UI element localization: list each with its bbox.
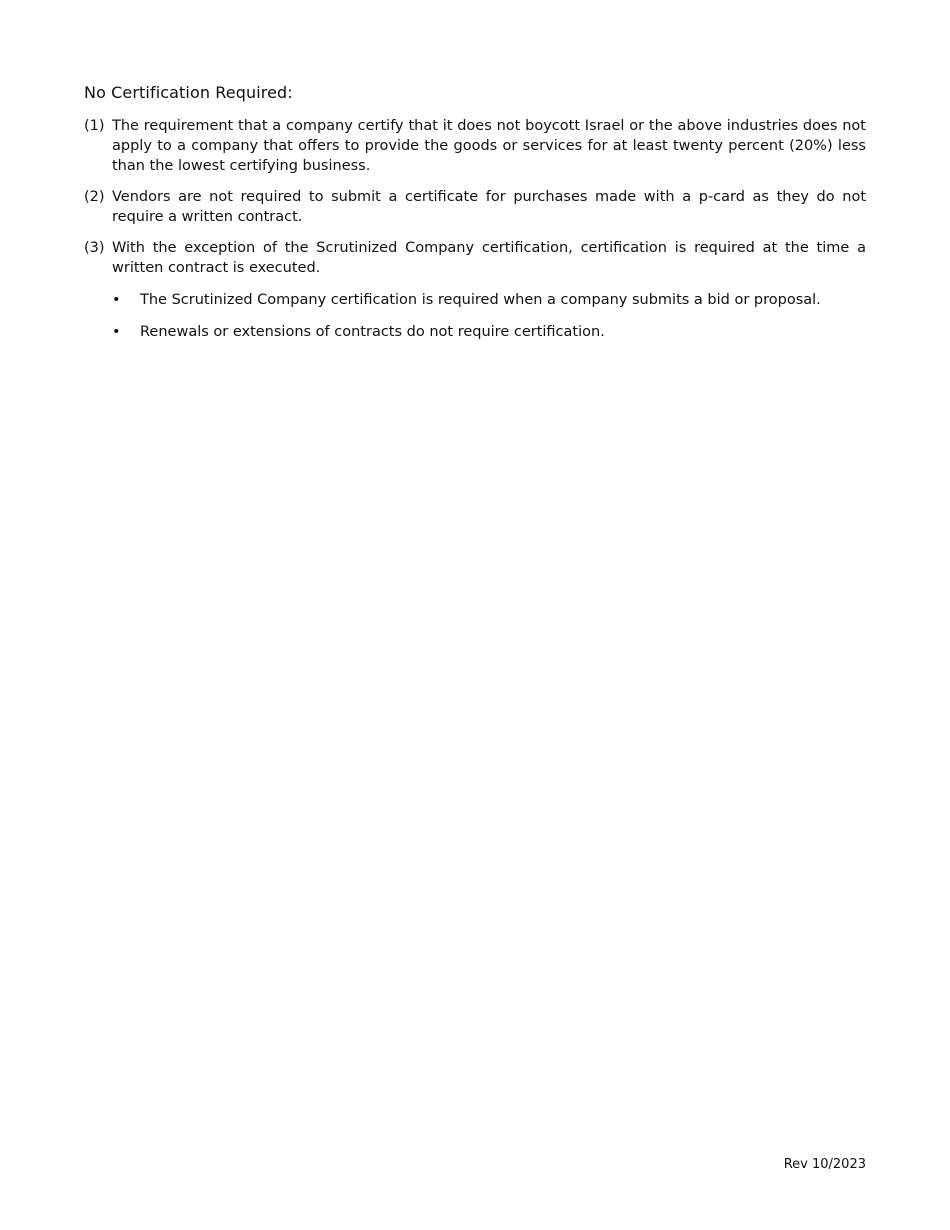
item-text: With the exception of the Scrutinized Company certification, certification is required at the time a written contract is executed. <box>112 240 866 276</box>
item-number: (2) <box>84 189 105 205</box>
item-number: (3) <box>84 240 105 256</box>
section-heading: No Certification Required: <box>84 83 293 102</box>
bullet-item <box>112 322 866 342</box>
numbered-list <box>84 116 866 354</box>
bullet-icon: • <box>112 324 121 340</box>
revision-footer: Rev 10/2023 <box>783 1157 866 1172</box>
item-text: Vendors are not required to submit a certificate for purchases made with a p-card as they do not require a written contract. <box>112 189 866 225</box>
item-number: (1) <box>84 118 105 134</box>
bullet-text: Renewals or extensions of contracts do not require certification. <box>140 324 605 340</box>
list-item <box>84 238 866 342</box>
bullet-list <box>112 290 866 342</box>
bullet-text: The Scrutinized Company certification is required when a company submits a bid or proposal. <box>140 292 821 308</box>
list-item <box>84 187 866 227</box>
bullet-item <box>112 290 866 310</box>
item-text: The requirement that a company certify that it does not boycott Israel or the above industries does not apply to a company that offers to provide the goods or services for at least twenty percent (20%) less than the lowest certifying business. <box>112 118 866 174</box>
list-item <box>84 116 866 176</box>
bullet-icon: • <box>112 292 121 308</box>
